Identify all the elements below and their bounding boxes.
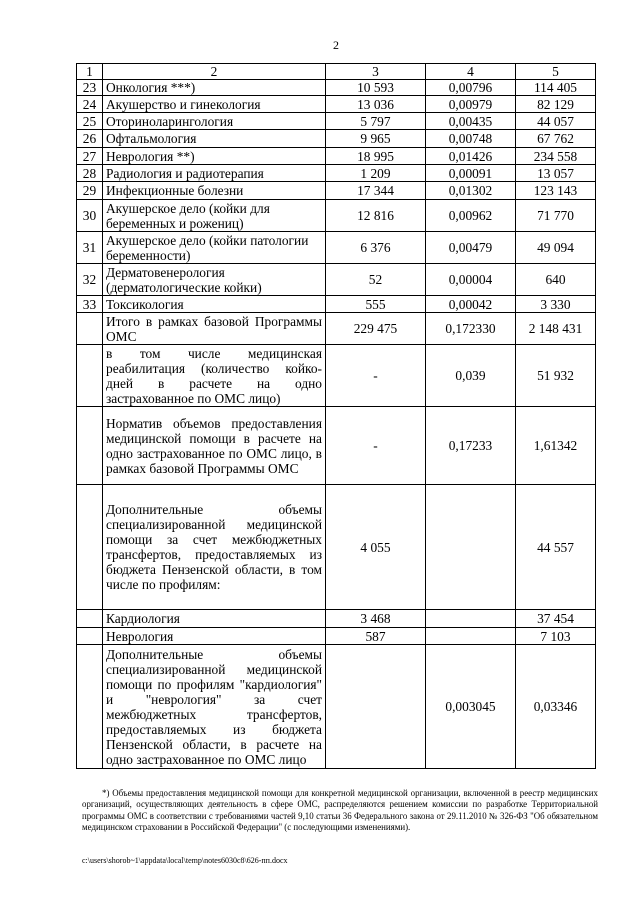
table-row (77, 165, 596, 182)
row-value-col3: 587 (326, 628, 426, 645)
row-number: 30 (77, 200, 103, 232)
row-value-col4: 0,172330 (426, 313, 516, 345)
table-row (77, 130, 596, 148)
file-path: c:\users\shorob~1\appdata\local\temp\notes6030c8\626-пп.docx (82, 856, 288, 865)
row-value-col3: 4 055 (326, 485, 426, 610)
row-value-col4 (426, 628, 516, 645)
row-value-col3: 3 468 (326, 610, 426, 628)
row-value-col5: 640 (516, 264, 596, 296)
table-row (77, 200, 596, 232)
table-row (77, 182, 596, 200)
row-number: 26 (77, 130, 103, 148)
row-value-col3: - (326, 345, 426, 407)
row-value-col5: 13 057 (516, 165, 596, 182)
row-name: Норматив объемов предоставления медицинской помощи в расчете на одно застрахованное по ОМС лицо, в рамках базовой Программы ОМС (103, 407, 326, 485)
table-row (77, 232, 596, 264)
row-value-col4: 0,00479 (426, 232, 516, 264)
row-value-col3: - (326, 407, 426, 485)
row-number: 23 (77, 80, 103, 96)
row-value-col3: 52 (326, 264, 426, 296)
row-value-col3: 10 593 (326, 80, 426, 96)
row-value-col4 (426, 485, 516, 610)
row-value-col4: 0,01302 (426, 182, 516, 200)
row-value-col3: 555 (326, 296, 426, 313)
row-name: в том числе медицинская реабилитация (количество койко-дней в расчете на одно застрахованное по ОМС лицо) (103, 345, 326, 407)
header-cell: 2 (103, 64, 326, 80)
table-row (77, 113, 596, 130)
row-number (77, 610, 103, 628)
row-value-col3: 1 209 (326, 165, 426, 182)
row-value-col3: 6 376 (326, 232, 426, 264)
row-value-col4: 0,00435 (426, 113, 516, 130)
header-cell: 3 (326, 64, 426, 80)
row-value-col5: 123 143 (516, 182, 596, 200)
row-value-col5: 234 558 (516, 148, 596, 165)
row-name: Онкология ***) (103, 80, 326, 96)
header-cell: 5 (516, 64, 596, 80)
table-row (77, 407, 596, 485)
row-value-col4: 0,00962 (426, 200, 516, 232)
header-row (77, 64, 596, 80)
row-value-col5: 44 057 (516, 113, 596, 130)
table-row (77, 645, 596, 769)
row-value-col3: 17 344 (326, 182, 426, 200)
row-number (77, 407, 103, 485)
table-row (77, 345, 596, 407)
row-value-col3: 12 816 (326, 200, 426, 232)
row-value-col3 (326, 645, 426, 769)
row-value-col3: 18 995 (326, 148, 426, 165)
row-name: Неврология (103, 628, 326, 645)
row-value-col5: 49 094 (516, 232, 596, 264)
row-name: Дополнительные объемы специализированной медицинской помощи по профилям "кардиология" и "неврология" за счет межбюджетных трансфертов, предоставляемых из бюджета Пензенской области, в расчете на одно застрахованное по ОМС лицо (103, 645, 326, 769)
row-name: Неврология **) (103, 148, 326, 165)
row-number: 33 (77, 296, 103, 313)
table-row (77, 148, 596, 165)
row-number (77, 628, 103, 645)
row-number: 25 (77, 113, 103, 130)
row-name: Оториноларингология (103, 113, 326, 130)
row-name: Инфекционные болезни (103, 182, 326, 200)
row-value-col4: 0,00091 (426, 165, 516, 182)
row-name: Радиология и радиотерапия (103, 165, 326, 182)
row-number (77, 313, 103, 345)
row-value-col4: 0,00748 (426, 130, 516, 148)
row-value-col4 (426, 610, 516, 628)
row-name: Акушерство и гинекология (103, 96, 326, 113)
row-value-col5: 67 762 (516, 130, 596, 148)
row-value-col4: 0,00004 (426, 264, 516, 296)
table-row (77, 628, 596, 645)
row-value-col3: 9 965 (326, 130, 426, 148)
table-row (77, 610, 596, 628)
row-value-col5: 37 454 (516, 610, 596, 628)
row-value-col5: 1,61342 (516, 407, 596, 485)
page-number: 2 (333, 38, 339, 52)
row-value-col4: 0,039 (426, 345, 516, 407)
row-value-col4: 0,01426 (426, 148, 516, 165)
row-value-col5: 7 103 (516, 628, 596, 645)
row-name: Офтальмология (103, 130, 326, 148)
row-value-col4: 0,00979 (426, 96, 516, 113)
row-name: Дерматовенерология (дерматологические койки) (103, 264, 326, 296)
table-row (77, 296, 596, 313)
table-row (77, 264, 596, 296)
row-name: Токсикология (103, 296, 326, 313)
row-number: 24 (77, 96, 103, 113)
header-cell: 1 (77, 64, 103, 80)
row-number (77, 645, 103, 769)
row-value-col4: 0,00042 (426, 296, 516, 313)
table-row (77, 485, 596, 610)
table-row (77, 80, 596, 96)
row-value-col5: 71 770 (516, 200, 596, 232)
row-name: Дополнительные объемы специализированной медицинской помощи за счет межбюджетных трансфертов, предоставляемых из бюджета Пензенской области, в том числе по профилям: (103, 485, 326, 610)
row-value-col5: 0,03346 (516, 645, 596, 769)
row-number: 28 (77, 165, 103, 182)
row-value-col5: 82 129 (516, 96, 596, 113)
row-value-col5: 114 405 (516, 80, 596, 96)
medical-volume-table (76, 63, 596, 769)
row-number: 31 (77, 232, 103, 264)
row-value-col5: 2 148 431 (516, 313, 596, 345)
header-cell: 4 (426, 64, 516, 80)
row-value-col4: 0,003045 (426, 645, 516, 769)
row-number: 29 (77, 182, 103, 200)
row-value-col3: 229 475 (326, 313, 426, 345)
row-name: Кардиология (103, 610, 326, 628)
table-row (77, 313, 596, 345)
row-value-col3: 13 036 (326, 96, 426, 113)
footnote: *) Объемы предоставления медицинской помощи для конкретной медицинской организации, включенной в реестр медицинских организаций, осуществляющих деятельность в сфере ОМС, распределяются решением комиссии по разработке Территориальной программы ОМС в соответствии с требованиями частей 9,10 статьи 36 Федерального закона от 29.11.2010 № 326-ФЗ "Об обязательном медицинском страховании в Российской Федерации" (с последующими изменениями). (82, 788, 598, 833)
row-value-col3: 5 797 (326, 113, 426, 130)
row-name: Акушерское дело (койки патологии беременности) (103, 232, 326, 264)
row-value-col4: 0,00796 (426, 80, 516, 96)
row-number: 32 (77, 264, 103, 296)
row-value-col5: 3 330 (516, 296, 596, 313)
row-number (77, 345, 103, 407)
row-name: Итого в рамках базовой Программы ОМС (103, 313, 326, 345)
row-number: 27 (77, 148, 103, 165)
row-value-col5: 51 932 (516, 345, 596, 407)
row-number (77, 485, 103, 610)
row-value-col5: 44 557 (516, 485, 596, 610)
table-row (77, 96, 596, 113)
row-name: Акушерское дело (койки для беременных и рожениц) (103, 200, 326, 232)
row-value-col4: 0,17233 (426, 407, 516, 485)
